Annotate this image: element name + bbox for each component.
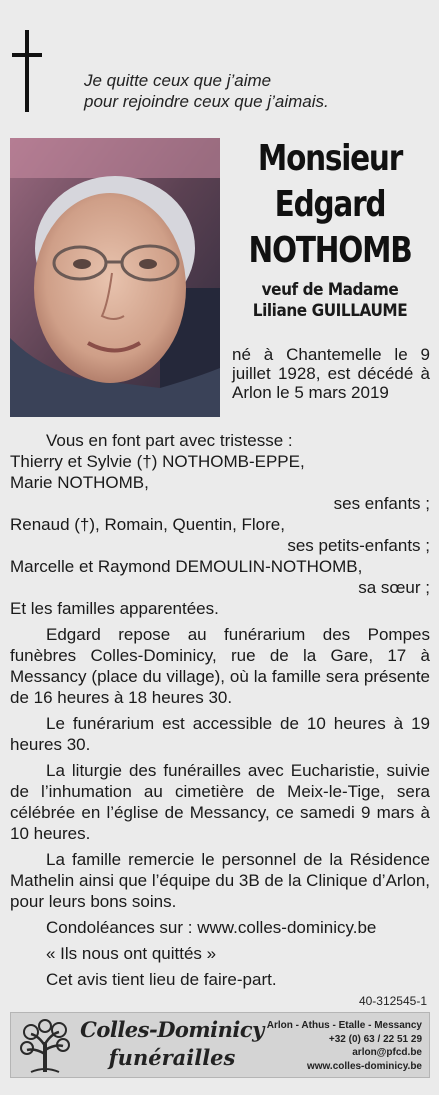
deceased-name-block	[228, 136, 432, 322]
locations-text: Arlon - Athus - Etalle - Messancy	[266, 1020, 422, 1031]
epitaph-line-2: pour rejoindre ceux que j’aimais.	[84, 92, 329, 111]
deceased-title: Monsieur	[257, 138, 403, 179]
announcement-body	[10, 430, 430, 990]
cross-icon	[12, 30, 42, 112]
tree-logo-icon	[17, 1018, 73, 1074]
children-names-2: Marie NOTHOMB,	[10, 473, 149, 492]
widow-line-1: veuf de Madame	[261, 280, 399, 300]
condolences-text: Condoléances sur : www.colles-dominicy.be	[46, 918, 377, 937]
funeral-home-contact	[267, 1019, 422, 1073]
reference-number: 40-312545-1	[358, 994, 427, 1008]
funerarium-paragraph: Edgard repose au funérarium des Pompes funèbres Colles-Dominicy, rue de la Gare, 17 à Messancy (place du village), où la famille sera présente de 16 heures à 18 heures 30.	[10, 625, 430, 707]
sister-role: sa sœur ;	[358, 578, 430, 597]
brand-name: Colles-Dominicy	[80, 1017, 264, 1042]
notice-text: Cet avis tient lieu de faire-part.	[46, 970, 277, 989]
thanks-paragraph: La famille remercie le personnel de la Résidence Mathelin ainsi que l’équipe du 3B de la Clinique d’Arlon, pour leurs bons soins.	[10, 850, 430, 911]
website-text: www.colles-dominicy.be	[306, 1060, 422, 1072]
deceased-first-name: Edgard	[274, 184, 386, 225]
epitaph	[84, 70, 329, 112]
widow-line-2: Liliane GUILLAUME	[252, 301, 408, 321]
brand-subtitle: funérailles	[108, 1045, 236, 1070]
sister-names: Marcelle et Raymond DEMOULIN-NOTHOMB,	[10, 557, 363, 576]
birth-death-text: né à Chantemelle le 9 juillet 1928, est décédé à Arlon le 5 mars 2019	[232, 345, 430, 402]
liturgy-paragraph: La liturgie des funérailles avec Eucharistie, suivie de l’inhumation au cimetière de Meix-le-Tige, sera célébrée en l’église de Messancy, ce samedi 9 mars à 10 heures.	[10, 761, 430, 843]
quote-text: « Ils nous ont quittés »	[46, 944, 217, 963]
phone-text: +32 (0) 63 / 22 51 29	[328, 1033, 422, 1045]
epitaph-line-1: Je quitte ceux que j’aime	[84, 71, 272, 90]
portrait-photo	[10, 138, 220, 417]
grandchildren-names: Renaud (†), Romain, Quentin, Flore,	[10, 515, 285, 534]
deceased-last-name: NOTHOMB	[248, 230, 412, 271]
email-text: arlon@pfcd.be	[352, 1047, 422, 1058]
grandchildren-role: ses petits-enfants ;	[287, 536, 430, 555]
intro-text: Vous en font part avec tristesse :	[46, 431, 293, 450]
children-names-1: Thierry et Sylvie (†) NOTHOMB-EPPE,	[10, 452, 305, 471]
hours-paragraph: Le funérarium est accessible de 10 heures à 19 heures 30.	[10, 714, 430, 754]
funeral-home-brand	[77, 1016, 267, 1072]
funeral-home-banner	[10, 1012, 430, 1078]
children-role: ses enfants ;	[333, 494, 430, 513]
families-text: Et les familles apparentées.	[10, 599, 219, 618]
